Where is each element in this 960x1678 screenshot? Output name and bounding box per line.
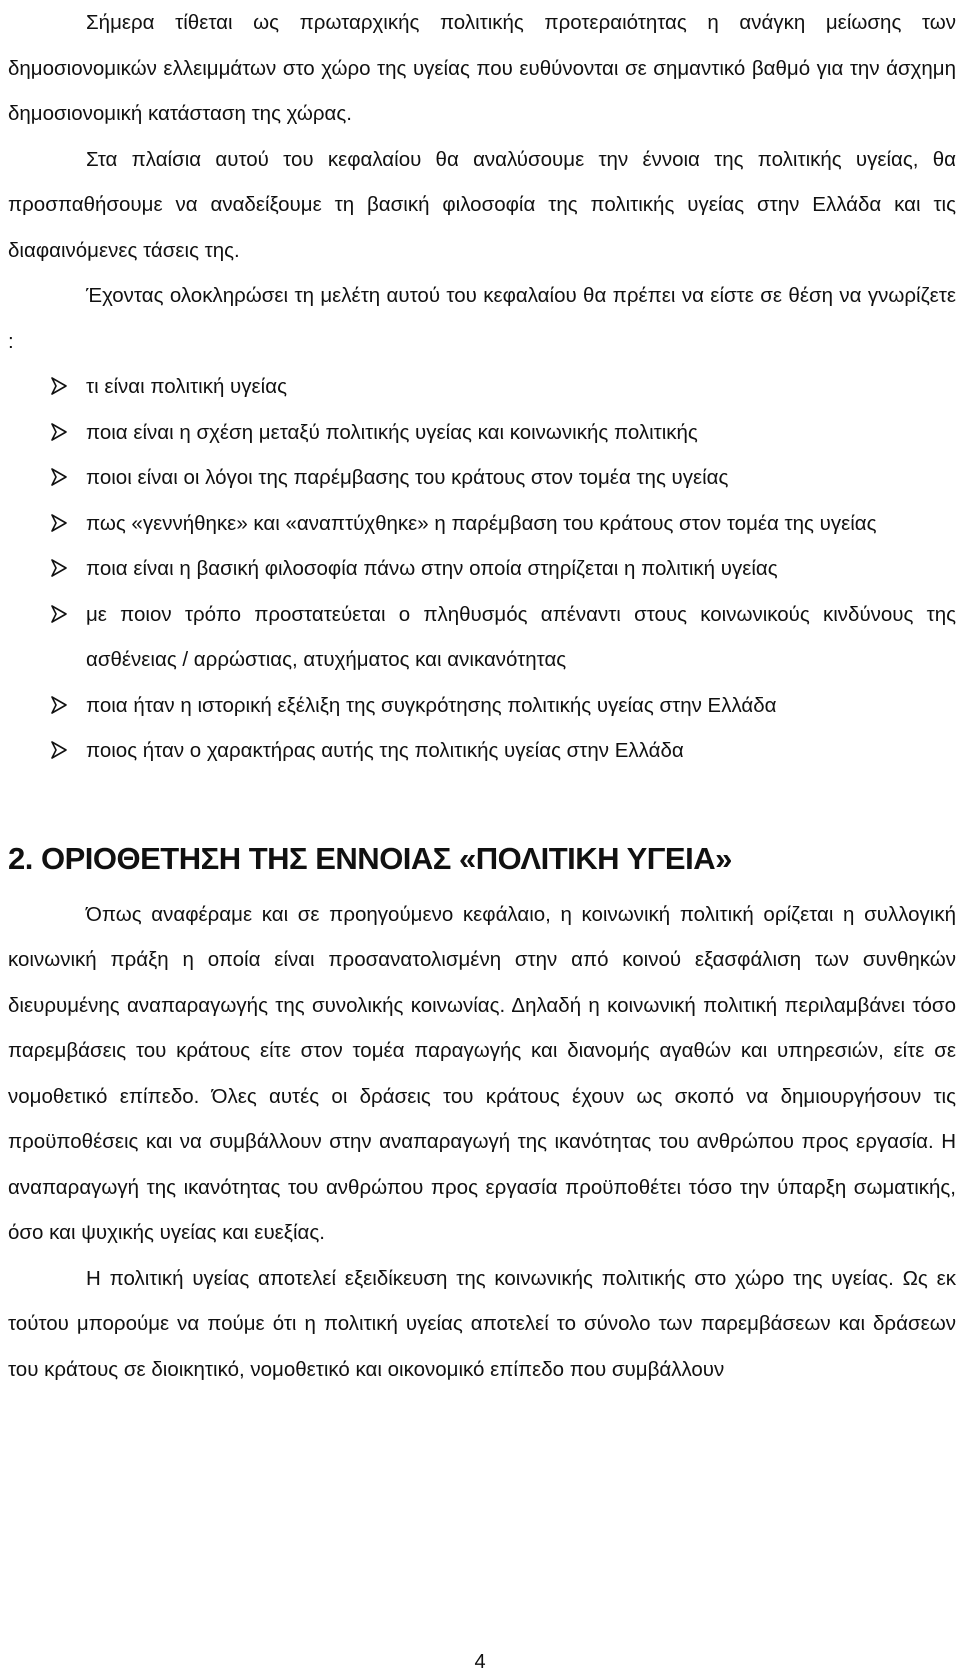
intro-paragraph: Σήμερα τίθεται ως πρωταρχικής πολιτικής προτεραιότητας η ανάγκη μείωσης των δημοσιονομικών ελλειμμάτων στο χώρο της υγείας που ευθύνονται σε σημαντικό βαθμό για την άσχημη δημοσιονομική κατάσταση της χώρας. (8, 11, 956, 125)
section-paragraph-2: Η πολιτική υγείας αποτελεί εξειδίκευση της κοινωνικής πολιτικής στο χώρο της υγείας. Ως εκ τούτου μπορούμε να πούμε ότι η πολιτική υγείας αποτελεί το σύνολο των παρεμβάσεων και δράσεων του κράτους σε διοικητικό, νομοθετικό και οικονομικό επίπεδο που συμβάλλουν (8, 1266, 956, 1381)
list-item (8, 410, 956, 456)
list-item (8, 683, 956, 729)
arrowhead-bullet-icon (50, 468, 68, 486)
arrowhead-bullet-icon (50, 605, 68, 623)
page-content (8, 0, 956, 1392)
list-item (8, 455, 956, 501)
list-item (8, 546, 956, 592)
objectives-intro: Έχοντας ολοκληρώσει τη μελέτη αυτού του κεφαλαίου θα πρέπει να είστε σε θέση να γνωρίζετε : (8, 284, 956, 353)
arrowhead-bullet-icon (50, 377, 68, 395)
arrowhead-bullet-icon (50, 741, 68, 759)
list-item (8, 592, 956, 683)
list-item-text: τι είναι πολιτική υγείας (86, 375, 287, 398)
list-item-text: πως «γεννήθηκε» και «αναπτύχθηκε» η παρέμβαση του κράτους στον τομέα της υγείας (86, 511, 877, 535)
objectives-list (8, 364, 956, 774)
list-item-text: ποιοι είναι οι λόγοι της παρέμβασης του κράτους στον τομέα της υγείας (86, 466, 729, 489)
chapter-paragraph: Στα πλαίσια αυτού του κεφαλαίου θα αναλύσουμε την έννοια της πολιτικής υγείας, θα προσπαθήσουμε να αναδείξουμε τη βασική φιλοσοφία της πολιτικής υγείας στην Ελλάδα και τις διαφαινόμενες τάσεις της. (8, 147, 956, 262)
page-number: 4 (474, 1651, 486, 1673)
section-paragraph-1: Όπως αναφέραμε και σε προηγούμενο κεφάλαιο, η κοινωνική πολιτική ορίζεται η συλλογική κοινωνική πράξη η οποία είναι προσανατολισμένη στην από κοινού εξασφάλιση των συνθηκών διευρυμένης αναπαραγωγής της συνολικής κοινωνίας. Δηλαδή η κοινωνική πολιτική περιλαμβάνει τόσο παρεμβάσεις του κράτους είτε στον τομέα παραγωγής και διανομής αγαθών και υπηρεσιών, είτε σε νομοθετικό επίπεδο. Όλες αυτές οι δράσεις του κράτους έχουν ως σκοπό να δημιουργήσουν τις προϋποθέσεις και να συμβάλλουν στην αναπαραγωγή της ικανότητας του ανθρώπου προς εργασία. Η αναπαραγωγή της ικανότητας του ανθρώπου προς εργασία προϋποθέτει τόσο την ύπαρξη σωματικής, όσο και ψυχικής υγείας και ευεξίας. (8, 902, 956, 1244)
arrowhead-bullet-icon (50, 696, 68, 714)
list-item-text: ποιος ήταν ο χαρακτήρας αυτής της πολιτικής υγείας στην Ελλάδα (86, 739, 684, 762)
list-item (8, 728, 956, 774)
section-heading: 2. ΟΡΙΟΘΕΤΗΣΗ ΤΗΣ ΕΝΝΟΙΑΣ «ΠΟΛΙΤΙΚΗ ΥΓΕΙΑ» (8, 840, 732, 876)
arrowhead-bullet-icon (50, 559, 68, 577)
list-item-text: ποια είναι η σχέση μεταξύ πολιτικής υγείας και κοινωνικής πολιτικής (86, 420, 698, 444)
list-item (8, 501, 956, 547)
arrowhead-bullet-icon (50, 514, 68, 532)
list-item-text: με ποιον τρόπο προστατεύεται ο πληθυσμός απέναντι στους κοινωνικούς κινδύνους της ασθένειας / αρρώστιας, ατυχήματος και ανικανότητας (86, 602, 956, 671)
list-item-text: ποια είναι η βασική φιλοσοφία πάνω στην οποία στηρίζεται η πολιτική υγείας (86, 557, 778, 580)
arrowhead-bullet-icon (50, 423, 68, 441)
list-item (8, 364, 956, 410)
list-item-text: ποια ήταν η ιστορική εξέλιξη της συγκρότησης πολιτικής υγείας στην Ελλάδα (86, 693, 777, 717)
